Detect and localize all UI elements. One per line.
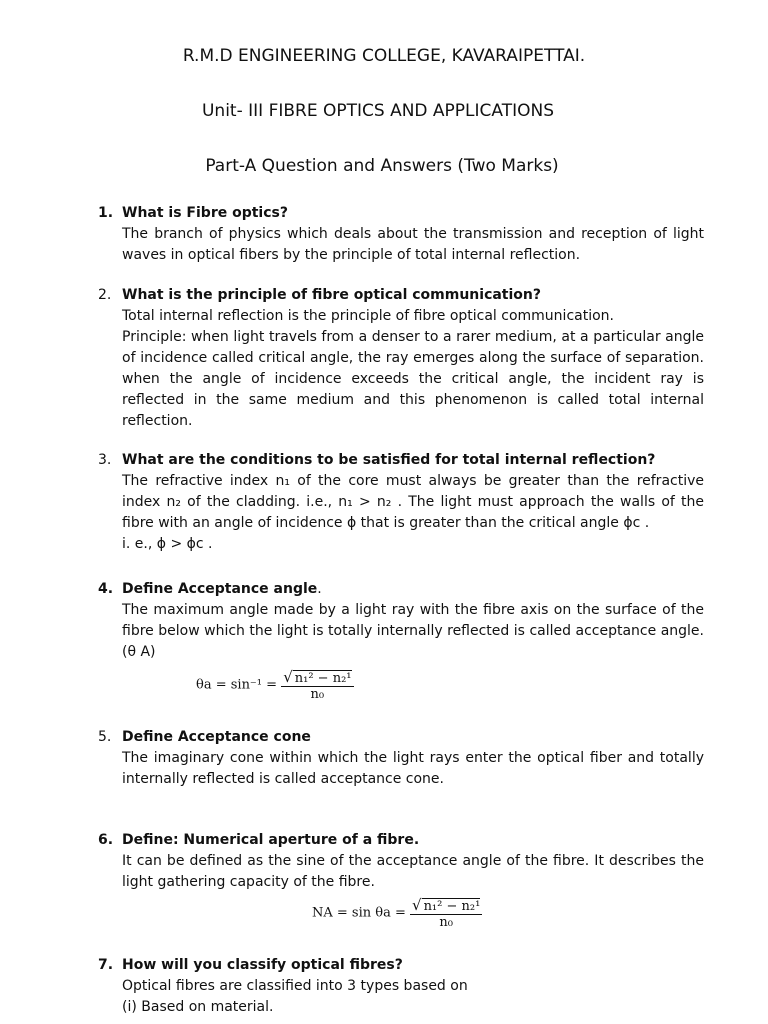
question-number: 4. — [98, 581, 114, 597]
question-number: 7. — [98, 957, 114, 973]
question-title: How will you classify optical fibres? — [122, 957, 403, 973]
answer-text: The refractive index n₁ of the core must always be greater than the refractive index n₂ of the cladding. i.e., n₁ > n₂ . The light must approach the walls of the fibre with an angle of incidence ϕ that is greater than the critical angle ϕc . — [122, 473, 704, 531]
question-number: 2. — [98, 287, 112, 303]
question-title: What is the principle of fibre optical communication? — [122, 287, 542, 303]
answer-text: The branch of physics which deals about the transmission and reception of light waves in optical fibers by the principle of total internal reflection. — [122, 226, 704, 263]
question-title: Define Acceptance cone — [122, 729, 311, 745]
question-number: 5. — [98, 729, 112, 745]
acceptance-angle-formula: θa = sin⁻¹ = $\frac{\text{√ n₁² − n₂¹}}{\text{n₀}}$ — [196, 668, 352, 702]
answer-text: Principle: when light travels from a denser to a rarer medium, at a particular angle of incidence called critical angle, the ray emerges along the surface of separation. when the angle of incidence exceeds the critical angle, the incident ray is reflected in the same medium and this phenomenon is called total internal reflection. — [122, 329, 704, 429]
answer-text: The imaginary cone within which the light rays enter the optical fiber and totally internally reflected is called acceptance cone. — [122, 750, 704, 787]
question-2 — [98, 285, 704, 432]
answer-text: i. e., ϕ > ϕc . — [122, 536, 213, 552]
college-heading: R.M.D ENGINEERING COLLEGE, KAVARAIPETTAI. — [182, 46, 586, 66]
question-4 — [98, 579, 704, 663]
question-number: 1. — [98, 205, 114, 221]
answer-text: Optical fibres are classified into 3 types based on — [122, 978, 468, 994]
question-number: 6. — [98, 832, 114, 848]
unit-heading: Unit- III FIBRE OPTICS AND APPLICATIONS — [201, 101, 555, 121]
question-number: 3. — [98, 452, 112, 468]
question-5 — [98, 727, 704, 790]
question-title: What are the conditions to be satisfied for total internal reflection? — [122, 452, 656, 468]
question-7 — [98, 955, 704, 1018]
question-1 — [98, 203, 704, 266]
answer-text: It can be defined as the sine of the acceptance angle of the fibre. It describes the light gathering capacity of the fibre. — [122, 853, 704, 890]
answer-text: The maximum angle made by a light ray with the fibre axis on the surface of the fibre below which the light is totally internally reflected is called acceptance angle. (θ A) — [122, 602, 704, 660]
answer-text: Total internal reflection is the principle of fibre optical communication. — [122, 308, 614, 324]
answer-text: (i) Based on material. — [122, 999, 274, 1015]
question-3 — [98, 450, 704, 555]
numerical-aperture-formula: NA = sin θa = $\frac{\text{√ n₁² − n₂¹}}{\text{n₀}}$ — [312, 896, 481, 930]
part-heading: Part-A Question and Answers (Two Marks) — [205, 156, 559, 176]
question-title: What is Fibre optics? — [122, 205, 288, 221]
question-title: Define: Numerical aperture of a fibre. — [122, 832, 420, 848]
question-6 — [98, 830, 704, 893]
question-title: Define Acceptance angle. — [122, 581, 322, 597]
